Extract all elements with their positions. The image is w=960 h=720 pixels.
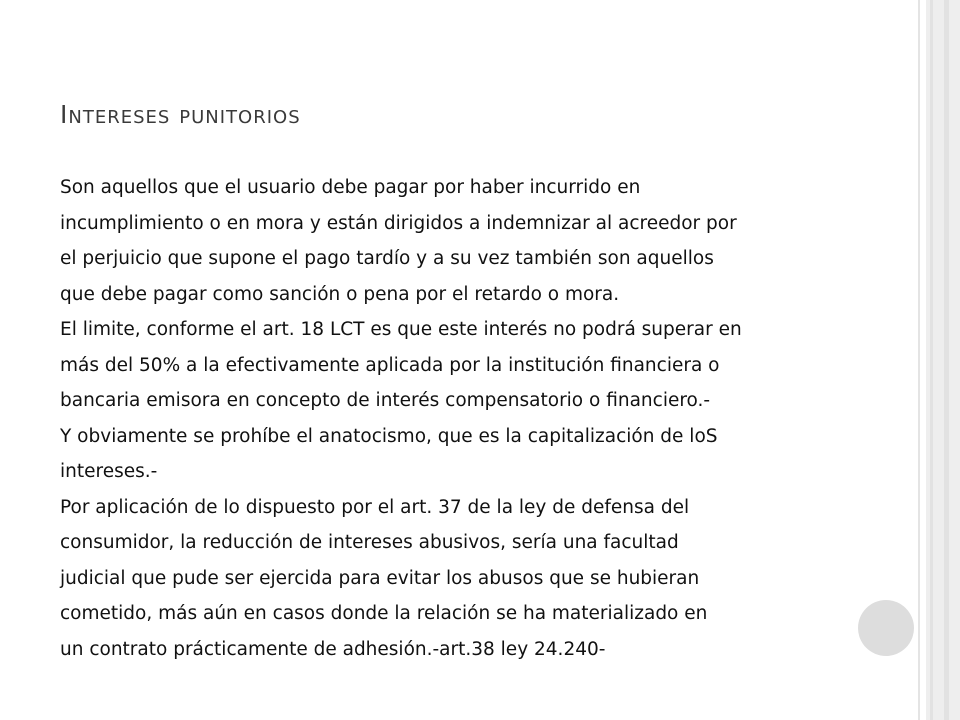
slide-edge-line [918,0,920,720]
body-line: que debe pagar como sanción o pena por el retardo o mora. [60,283,620,305]
body-line: Y obviamente se prohíbe el anatocismo, que es la capitalización de loS [60,425,718,447]
body-line: cometido, más aún en casos donde la relación se ha materializado en [60,603,708,624]
body-line: El limite, conforme el art. 18 LCT es que este interés no podrá superar en [60,319,742,340]
body-line: el perjuicio que supone el pago tardío y a su vez también son aquellos [60,248,714,269]
body-line: bancaria emisora en concepto de interés compensatorio o financiero.- [60,390,711,411]
body-line: Por aplicación de lo dispuesto por el art. 37 de la ley de defensa del [60,496,690,518]
gutter-stripe [930,0,933,720]
body-line: consumidor, la reducción de intereses abusivos, sería una facultad [60,532,679,553]
body-line: judicial que pude ser ejercida para evitar los abusos que se hubieran [60,567,700,589]
slide-body [60,170,915,667]
slide-title: Intereses punitorios [60,100,301,129]
body-line: un contrato prácticamente de adhesión.-art.38 ley 24.240- [60,638,606,660]
body-line: incumplimiento o en mora y están dirigidos a indemnizar al acreedor por [60,212,737,234]
gutter-stripe [944,0,949,720]
body-line: Son aquellos que el usuario debe pagar por haber incurrido en [60,177,641,198]
body-line: intereses.- [60,461,158,482]
body-line: más del 50% a la efectivamente aplicada por la institución financiera o [60,354,720,376]
